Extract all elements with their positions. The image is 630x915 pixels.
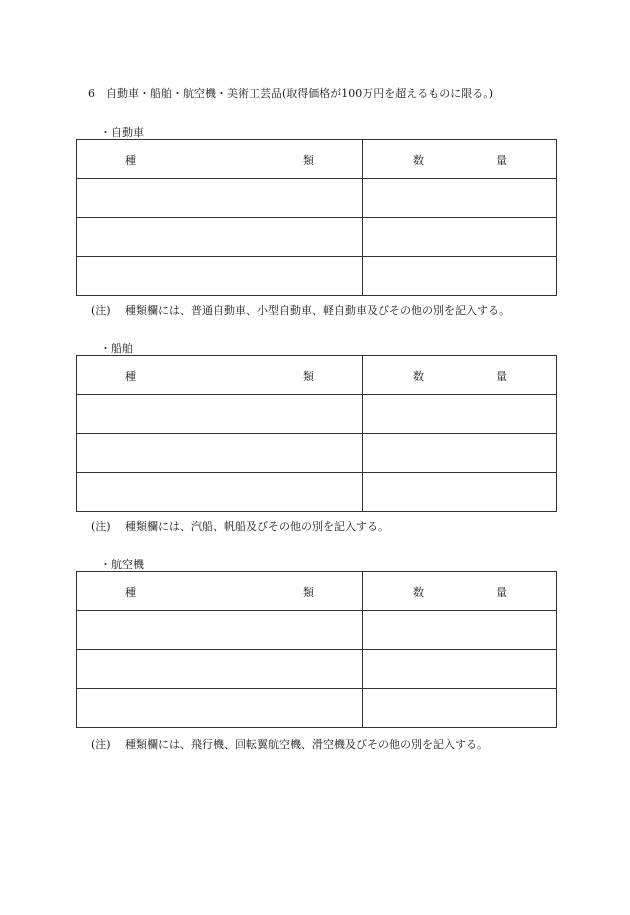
type-cell[interactable]: [77, 395, 363, 434]
automobile-table: [76, 139, 557, 296]
ship-table: [76, 355, 557, 512]
quantity-header-char-2: 量: [496, 586, 507, 599]
type-header-char-2: 類: [303, 586, 314, 599]
table-header-row: [77, 140, 557, 179]
quantity-header-char-2: 量: [496, 154, 507, 167]
note-tag: (注): [91, 304, 111, 317]
type-cell[interactable]: [77, 473, 363, 512]
type-column-header: [77, 356, 363, 395]
subsection-title-automobile: ・自動車: [100, 126, 144, 139]
table-row: [77, 218, 557, 257]
type-cell[interactable]: [77, 650, 363, 689]
type-cell[interactable]: [77, 179, 363, 218]
quantity-column-header: [363, 572, 557, 611]
aircraft-table: [76, 571, 557, 728]
section-heading: [88, 85, 493, 101]
note-text: 種類欄には、普通自動車、小型自動車、軽自動車及びその他の別を記入する。: [125, 304, 510, 317]
quantity-cell[interactable]: [363, 650, 557, 689]
table-row: [77, 257, 557, 296]
quantity-column-header: [363, 356, 557, 395]
type-cell[interactable]: [77, 689, 363, 728]
automobile-note: [91, 302, 510, 318]
table-header-row: [77, 356, 557, 395]
type-header-char-1: 種: [125, 586, 136, 599]
subsection-title-aircraft: ・航空機: [100, 558, 144, 571]
note-tag: (注): [91, 738, 111, 751]
quantity-cell[interactable]: [363, 689, 557, 728]
table-row: [77, 473, 557, 512]
quantity-header-char-1: 数: [413, 370, 424, 383]
note-text: 種類欄には、飛行機、回転翼航空機、滑空機及びその他の別を記入する。: [125, 738, 488, 751]
table-row: [77, 434, 557, 473]
type-cell[interactable]: [77, 611, 363, 650]
quantity-header-char-2: 量: [496, 370, 507, 383]
note-text: 種類欄には、汽船、帆船及びその他の別を記入する。: [125, 520, 389, 533]
subsection-title-ship: ・船舶: [100, 342, 133, 355]
table-row: [77, 395, 557, 434]
quantity-cell[interactable]: [363, 218, 557, 257]
quantity-cell[interactable]: [363, 611, 557, 650]
section-heading-text: 自動車・船舶・航空機・美術工芸品(取得価格が100万円を超えるものに限る。): [106, 87, 494, 100]
table-row: [77, 611, 557, 650]
type-header-char-2: 類: [303, 154, 314, 167]
section-number: 6: [88, 87, 95, 100]
type-column-header: [77, 140, 363, 179]
type-column-header: [77, 572, 363, 611]
type-cell[interactable]: [77, 434, 363, 473]
table-row: [77, 650, 557, 689]
quantity-cell[interactable]: [363, 434, 557, 473]
note-tag: (注): [91, 520, 111, 533]
quantity-cell[interactable]: [363, 257, 557, 296]
type-header-char-2: 類: [303, 370, 314, 383]
quantity-cell[interactable]: [363, 473, 557, 512]
ship-note: [91, 518, 389, 534]
quantity-column-header: [363, 140, 557, 179]
quantity-cell[interactable]: [363, 179, 557, 218]
table-row: [77, 179, 557, 218]
quantity-cell[interactable]: [363, 395, 557, 434]
type-cell[interactable]: [77, 257, 363, 296]
type-cell[interactable]: [77, 218, 363, 257]
table-header-row: [77, 572, 557, 611]
quantity-header-char-1: 数: [413, 586, 424, 599]
quantity-header-char-1: 数: [413, 154, 424, 167]
type-header-char-1: 種: [125, 370, 136, 383]
table-row: [77, 689, 557, 728]
type-header-char-1: 種: [125, 154, 136, 167]
aircraft-note: [91, 736, 488, 752]
